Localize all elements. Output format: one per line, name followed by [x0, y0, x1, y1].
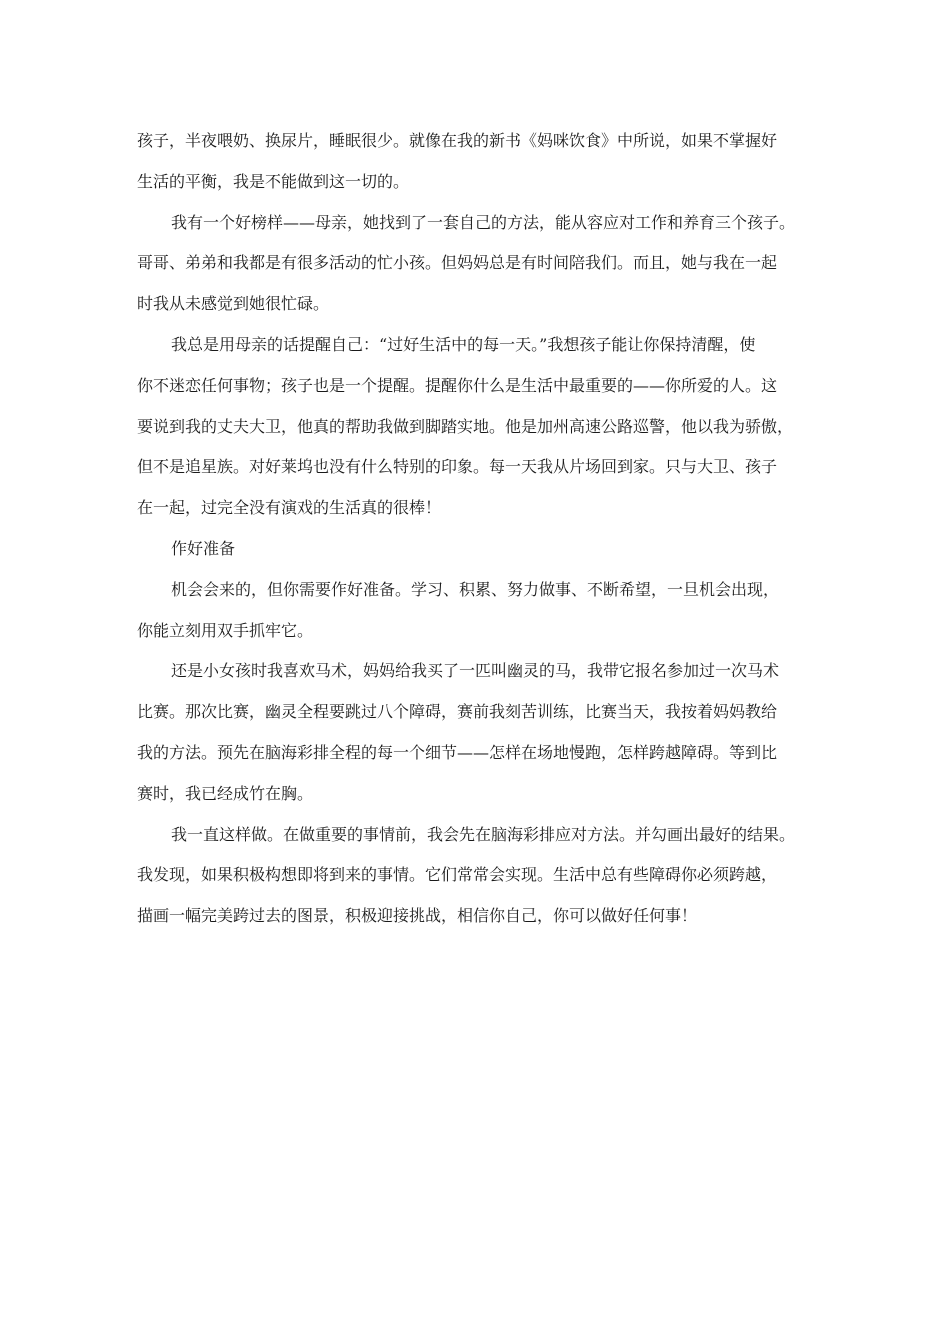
paragraph-line: 你不迷恋任何事物；孩子也是一个提醒。提醒你什么是生活中最重要的——你所爱的人。这	[137, 375, 778, 395]
paragraph-line: 孩子，半夜喂奶、换尿片，睡眠很少。就像在我的新书《妈咪饮食》中所说，如果不掌握好	[137, 131, 778, 150]
paragraph-first-line: 我有一个好榜样——母亲，她找到了一套自己的方法，能从容应对工作和养育三个孩子。	[171, 212, 796, 232]
paragraph-line: 我发现，如果积极构想即将到来的事情。它们常常会实现。生活中总有些障碍你必须跨越，	[137, 865, 778, 885]
paragraph-line: 描画一幅完美跨过去的图景，积极迎接挑战，相信你自己，你可以做好任何事！	[137, 906, 698, 926]
paragraph-first-line: 我一直这样做。在做重要的事情前，我会先在脑海彩排应对方法。并勾画出最好的结果。	[171, 824, 796, 844]
paragraph-first-line: 我总是用母亲的话提醒自己：“过好生活中的每一天。”我想孩子能让你保持清醒，使	[171, 334, 756, 354]
paragraph-line: 但不是追星族。对好莱坞也没有什么特别的印象。每一天我从片场回到家。只与大卫、孩子	[137, 457, 778, 477]
paragraph-line: 赛时，我已经成竹在胸。	[137, 783, 314, 803]
paragraph-line: 要说到我的丈夫大卫，他真的帮助我做到脚踏实地。他是加州高速公路巡警，他以我为骄傲，	[137, 416, 794, 436]
paragraph-first-line: 还是小女孩时我喜欢马术，妈妈给我买了一匹叫幽灵的马，我带它报名参加过一次马术	[171, 661, 780, 681]
paragraph-line: 我的方法。预先在脑海彩排全程的每一个细节——怎样在场地慢跑，怎样跨越障碍。等到比	[137, 742, 778, 762]
paragraph-line: 你能立刻用双手抓牢它。	[137, 620, 314, 640]
paragraph-first-line: 机会会来的，但你需要作好准备。学习、积累、努力做事、不断希望，一旦机会出现，	[171, 579, 780, 599]
document-body	[137, 121, 827, 937]
paragraph-line: 哥哥、弟弟和我都是有很多活动的忙小孩。但妈妈总是有时间陪我们。而且，她与我在一起	[137, 253, 778, 273]
paragraph-line: 比赛。那次比赛，幽灵全程要跳过八个障碍，赛前我刻苦训练，比赛当天，我按着妈妈教给	[137, 702, 778, 722]
paragraph-first-line: 作好准备	[171, 538, 236, 558]
paragraph-line: 生活的平衡，我是不能做到这一切的。	[137, 171, 410, 191]
paragraph-line: 在一起，过完全没有演戏的生活真的很棒！	[137, 498, 442, 518]
paragraph-line: 时我从未感觉到她很忙碌。	[137, 294, 330, 314]
